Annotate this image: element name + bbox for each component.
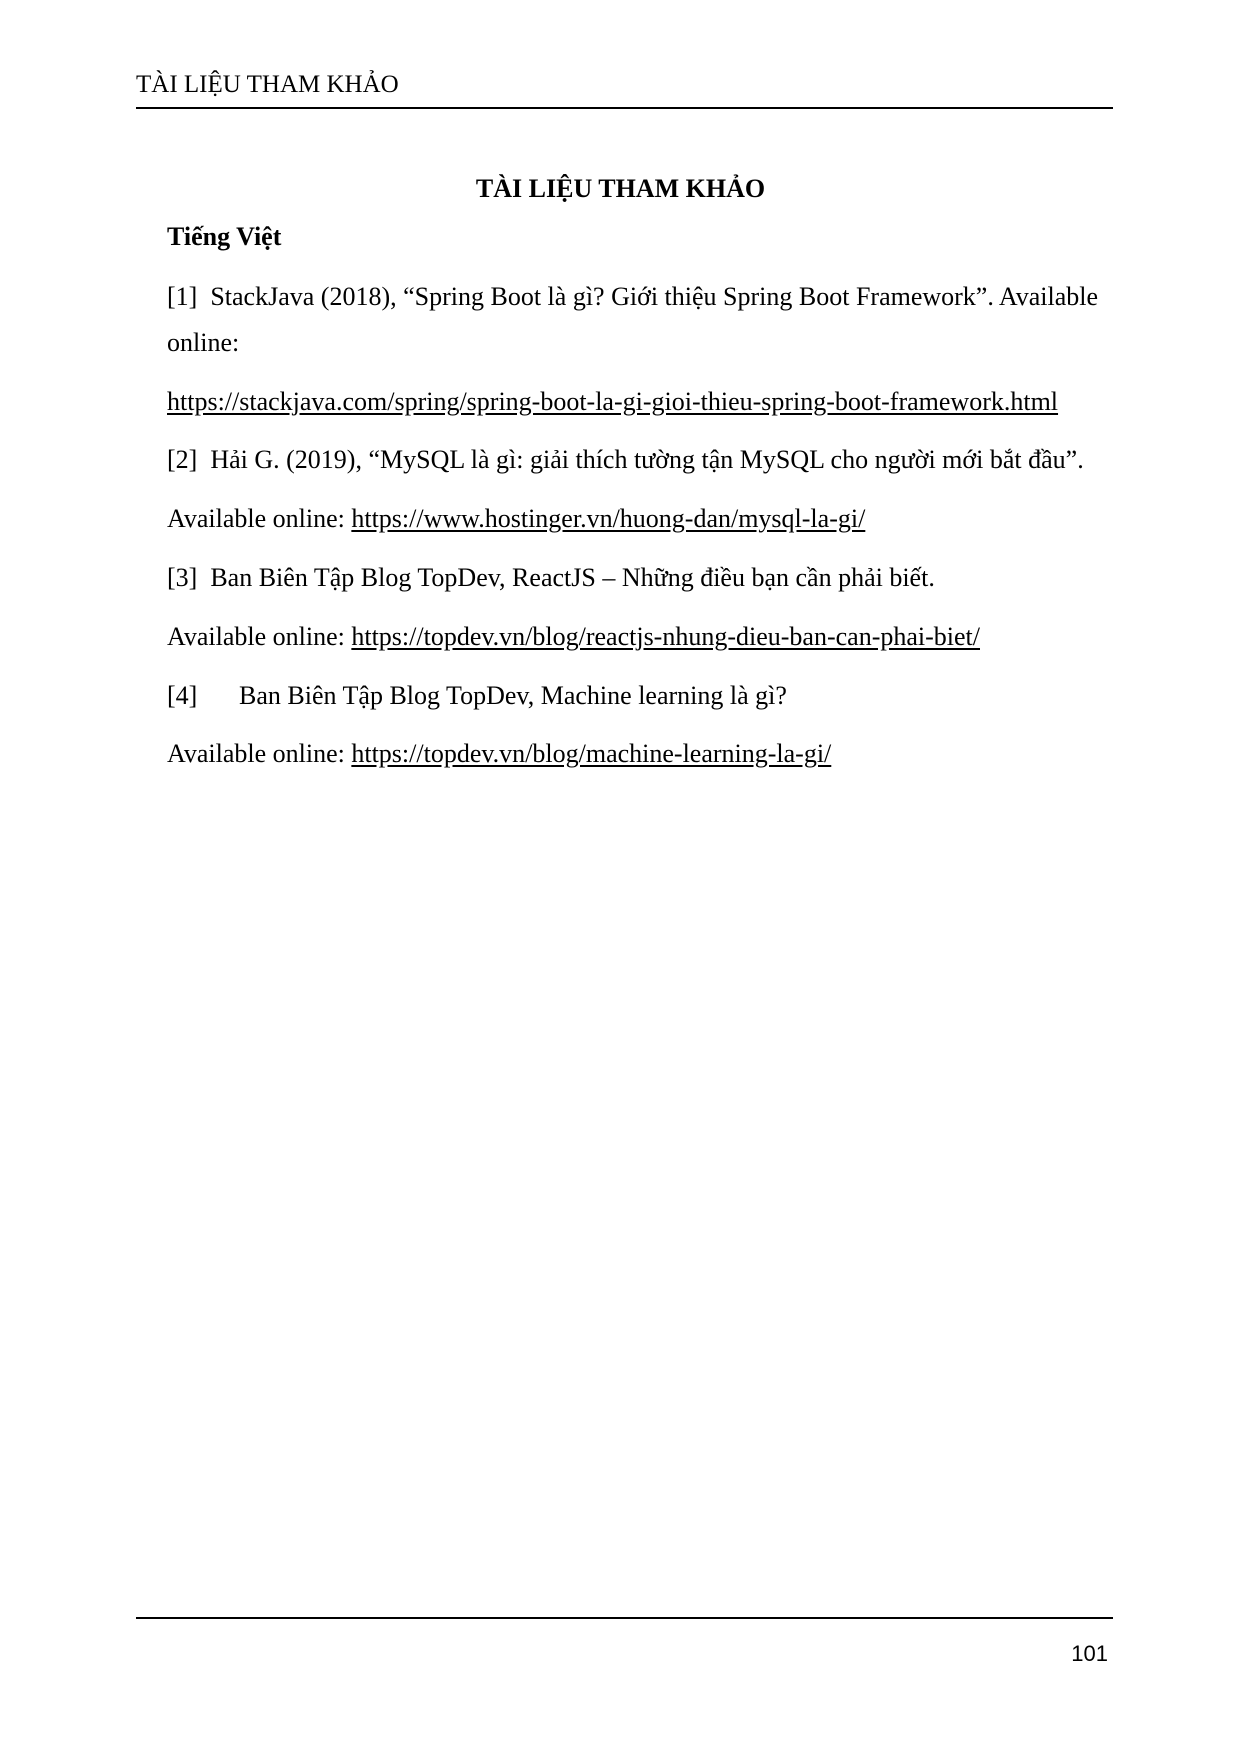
reference-3-available-label: Available online: xyxy=(167,622,345,651)
reference-4-link-line xyxy=(167,741,831,767)
reference-1-number: [1] xyxy=(167,282,198,311)
reference-2-text: Hải G. (2019), “MySQL là gì: giải thích tường tận MySQL cho người mới bắt đầu”. xyxy=(210,445,1084,474)
reference-4-line xyxy=(167,683,787,709)
reference-1-text: StackJava (2018), “Spring Boot là gì? Giới thiệu Spring Boot Framework”. Available xyxy=(210,282,1099,311)
reference-1-text-cont: online: xyxy=(167,328,240,357)
section-heading: Tiếng Việt xyxy=(167,222,282,251)
reference-2-number: [2] xyxy=(167,445,198,474)
page-title: TÀI LIỆU THAM KHẢO xyxy=(475,174,766,203)
reference-4-url[interactable]: https://topdev.vn/blog/machine-learning-la-gi/ xyxy=(351,739,832,768)
running-header: TÀI LIỆU THAM KHẢO xyxy=(136,71,399,98)
reference-4-number: [4] xyxy=(167,681,198,710)
footer-rule xyxy=(136,1617,1113,1619)
header-rule xyxy=(136,107,1113,109)
reference-1-url[interactable]: https://stackjava.com/spring/spring-boot-la-gi-gioi-thieu-spring-boot-framework.html xyxy=(167,387,1059,416)
reference-2-url[interactable]: https://www.hostinger.vn/huong-dan/mysql-la-gi/ xyxy=(351,504,866,533)
reference-3-link-line xyxy=(167,624,980,650)
reference-3-url[interactable]: https://topdev.vn/blog/reactjs-nhung-dieu-ban-can-phai-biet/ xyxy=(351,622,980,651)
reference-4-available-label: Available online: xyxy=(167,739,345,768)
reference-4-text: Ban Biên Tập Blog TopDev, Machine learning là gì? xyxy=(239,681,787,710)
reference-2-link-line xyxy=(167,506,865,532)
reference-3-number: [3] xyxy=(167,563,198,592)
page-number: 101 xyxy=(1071,1641,1108,1666)
reference-2-available-label: Available online: xyxy=(167,504,345,533)
reference-1-line xyxy=(167,284,1098,310)
reference-3-line xyxy=(167,565,935,591)
reference-3-text: Ban Biên Tập Blog TopDev, ReactJS – Những điều bạn cần phải biết. xyxy=(210,563,935,592)
reference-2-line xyxy=(167,447,1084,473)
